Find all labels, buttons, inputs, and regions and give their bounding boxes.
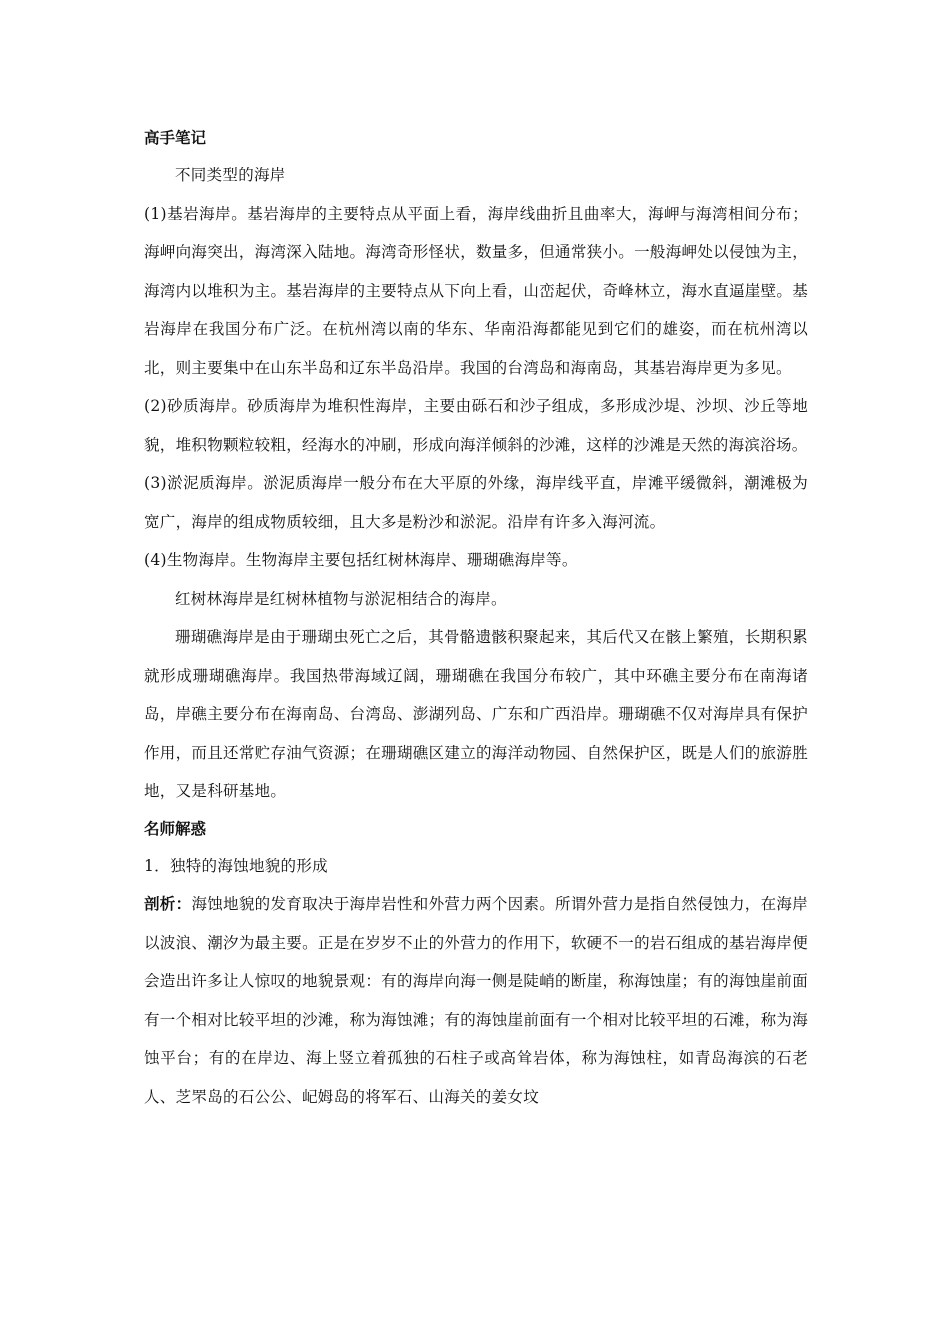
analysis-label: 剖析： — [144, 895, 192, 913]
paragraph-mangrove-coast: 红树林海岸是红树林植物与淤泥相结合的海岸。 — [175, 589, 507, 608]
paragraph-sandy-coast: (2)砂质海岸。砂质海岸为堆积性海岸，主要由砾石和沙子组成，多形成沙堤、沙坝、沙丘等地貌，堆积物颗粒较粗，经海水的冲刷，形成向海洋倾斜的沙滩，这样的沙滩是天然的海滨浴场。 — [144, 397, 808, 454]
paragraph-bedrock-coast: (1)基岩海岸。基岩海岸的主要特点从平面上看，海岸线曲折且曲率大，海岬与海湾相间分布；海岬向海突出，海湾深入陆地。海湾奇形怪状，数量多，但通常狭小。一般海岬处以侵蚀为主，海湾内以堆积为主。基岩海岸的主要特点从下向上看，山峦起伏，奇峰林立，海水直逼崖壁。基岩海岸在我国分布广泛。在杭州湾以南的华东、华南沿海都能见到它们的雄姿，而在杭州湾以北，则主要集中在山东半岛和辽东半岛沿岸。我国的台湾岛和海南岛，其基岩海岸更为多见。 — [144, 204, 808, 377]
paragraph-coral-reef-coast: 珊瑚礁海岸是由于珊瑚虫死亡之后，其骨骼遗骸积聚起来，其后代又在骸上繁殖，长期积累就形成珊瑚礁海岸。我国热带海域辽阔，珊瑚礁在我国分布较广，其中环礁主要分布在南海诸岛，岸礁主要分布在海南岛、台湾岛、澎湖列岛、广东和广西沿岸。珊瑚礁不仅对海岸具有保护作用，而且还常贮存油气资源；在珊瑚礁区建立的海洋动物园、自然保护区，既是人们的旅游胜地，又是科研基地。 — [144, 628, 808, 800]
paragraph-analysis — [144, 885, 808, 1116]
section-heading-expert-notes: 高手笔记 — [144, 129, 207, 147]
question-sea-erosion-landform: 1．独特的海蚀地貌的形成 — [144, 856, 328, 875]
subtitle-coast-types: 不同类型的海岸 — [175, 166, 286, 184]
paragraph-biological-coast: (4)生物海岸。生物海岸主要包括红树林海岸、珊瑚礁海岸等。 — [144, 551, 578, 569]
document-content — [144, 120, 808, 1116]
paragraph-muddy-coast: (3)淤泥质海岸。淤泥质海岸一般分布在大平原的外缘，海岸线平直，岸滩平缓微斜，潮滩极为宽广，海岸的组成物质较细，且大多是粉沙和淤泥。沿岸有许多入海河流。 — [144, 474, 808, 531]
section-heading-teacher-explains: 名师解惑 — [144, 819, 207, 838]
analysis-text: 海蚀地貌的发育取决于海岸岩性和外营力两个因素。所谓外营力是指自然侵蚀力，在海岸以波浪、潮汐为最主要。正是在岁岁不止的外营力的作用下，软硬不一的岩石组成的基岩海岸便会造出许多让人惊叹的地貌景观：有的海岸向海一侧是陡峭的断崖，称海蚀崖；有的海蚀崖前面有一个相对比较平坦的沙滩，称为海蚀滩；有的海蚀崖前面有一个相对比较平坦的石滩，称为海蚀平台；有的在岸边、海上竖立着孤独的石柱子或高耸岩体，称为海蚀柱，如青岛海滨的石老人、芝罘岛的石公公、屺姆岛的将军石、山海关的姜女坟 — [144, 895, 809, 1106]
